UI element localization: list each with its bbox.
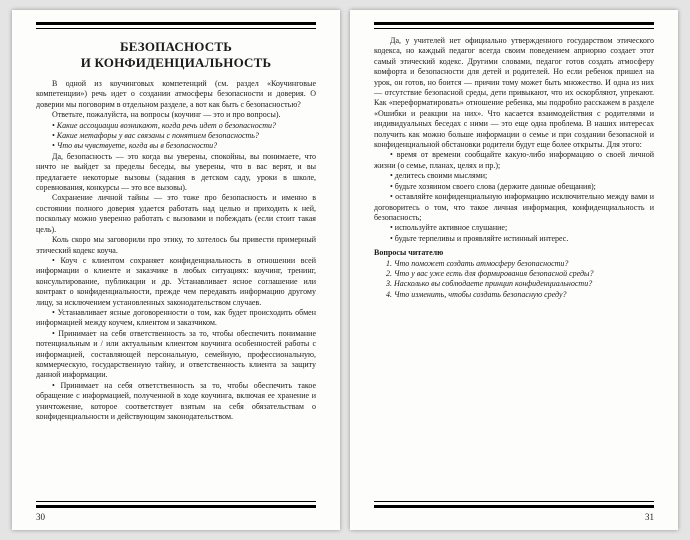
right-page: [350, 10, 678, 530]
bullet-item: • Принимает на себя ответственность за то, чтобы обеспечить такое обращение с информацией, полученной в ходе коучинга, включая ее хранение и уничтожение, которое соответствует взятым на себя обязательствам о конфиденциальности и действующим законодательством.: [36, 380, 316, 421]
bullet-item: • Коуч с клиентом сохраняет конфиденциальность в отношении всей информации о клиенте и заказчике в любых ситуациях: коучинг, тренинг, консультирование, публикации и др. Устанавливает ясное соглашение или контракт о конфиденциальности, прежде чем передавать информацию другому лицу, за исключением установленных законодательством случаев.: [36, 255, 316, 307]
chapter-title-line1: БЕЗОПАСНОСТЬ: [119, 39, 233, 54]
paragraph: В одной из коучинговых компетенций (см. раздел «Коучинговые компетенции») речь идет о создании атмосферы безопасности и доверия. О доверии мы поговорим в отдельном разделе, а вот как быть с безопасностью?: [36, 79, 316, 109]
bullet-item: • будьте хозяином своего слова (держите данные обещания);: [390, 181, 596, 191]
bullet-question-item: • Какие метафоры у вас связаны с понятием безопасность?: [52, 131, 259, 141]
bottom-double-rule: [36, 501, 316, 508]
bullet-item: • будьте терпеливы и проявляйте истинный интерес.: [390, 233, 569, 243]
bullet-item: • время от времени сообщайте какую-либо информацию о своей личной жизни (о семье, планах, целях и пр.);: [374, 150, 654, 170]
left-page: [12, 10, 340, 530]
right-page-content: [374, 29, 654, 501]
chapter-title: [36, 39, 316, 71]
paragraph: Ответьте, пожалуйста, на вопросы (коучинг — это и про вопросы).: [52, 110, 281, 120]
left-page-text: [36, 79, 316, 422]
section-heading: Вопросы читателю: [374, 248, 444, 258]
bullet-item: • оставляйте конфиденциальную информацию исключительно между вами и договоритесь о том, что такое личная информация, конфиденциальность и безопасность;: [374, 192, 654, 222]
reader-question-item: 1. Что поможет создать атмосферу безопасности?: [386, 258, 569, 268]
reader-question-item: 2. Что у вас уже есть для формирования безопасной среды?: [386, 268, 594, 278]
page-number-left: 30: [36, 512, 45, 522]
right-page-text: [374, 36, 654, 300]
page-number-right: 31: [645, 512, 654, 522]
top-double-rule: [374, 22, 654, 29]
bullet-item: • делитесь своими мыслями;: [390, 171, 488, 181]
reader-question-item: 4. Что изменить, чтобы создать безопасную среду?: [386, 289, 567, 299]
chapter-title-line2: И КОНФИДЕНЦИАЛЬНОСТЬ: [80, 55, 272, 70]
bullet-item: • используйте активное слушание;: [390, 223, 508, 233]
bottom-double-rule: [374, 501, 654, 508]
paragraph: Да, у учителей нет официально утвержденного государством этического кодекса, но каждый педагог всегда своим поведением априорно создает этот самый этический кодекс. Другими словами, педагог готов создать атмосферу комфорта и безопасности для детей и родителей. Но если ребенок пришел на урок, он готов, но боится — причин тому может быть множество. И одна из них — отсутствие безопасной среды, дети привыкают, что их оскорбляют, упрекают. Как «переформатировать» отношение ребенка, мы подробно расскажем в разделе «Ошибки и реакции на них». Что касается взаимодействия с родителями и индивидуальных беседах с ними — это еще одна проблема. В наших интересах получить как можно больше информации о семье и при создании безопасной и конфиденциальной обстановки родители будут еще более открыты. Для этого:: [374, 36, 654, 150]
paragraph: Сохранение личной тайны — это тоже про безопасность и именно в состоянии полного доверия удается работать над целью и приходить к ней, поскольку можно уверенно работать с вызовами и побеждать (если стоит такая цель).: [36, 193, 316, 234]
bullet-item: • Устанавливает ясные договоренности о том, как будет происходить обмен информацией между коучем, клиентом и заказчиком.: [36, 307, 316, 328]
top-double-rule: [36, 22, 316, 29]
reader-question-item: 3. Насколько вы соблюдаете принцип конфиденциальности?: [386, 279, 593, 289]
bullet-question-item: • Какие ассоциации возникают, когда речь идет о безопасности?: [52, 120, 277, 130]
paragraph: Коль скоро мы заговорили про этику, то хотелось бы привести примерный этический кодекс коуча.: [36, 235, 316, 255]
left-page-content: [36, 29, 316, 501]
bullet-question-item: • Что вы чувствуете, когда вы в безопасности?: [52, 141, 218, 151]
bullet-item: • Принимает на себя ответственность за то, чтобы обеспечить понимание потенциальным и / или актуальным клиентом коучинга особенностей работы с информацией, составляющей персональную, семейную, профессиональную, коммерческую, государственную тайну, и ответственность клиента за защиту данной информации.: [36, 328, 316, 380]
paragraph: Да, безопасность — это когда вы уверены, спокойны, вы понимаете, что ничто не выйдет за пределы беседы, вы уверены, что в вас верят, и вы предлагаете некоторые вызовы (задания в детском саду, уроки в школе, соревнования, конкурсы — это все вызовы).: [36, 151, 316, 193]
